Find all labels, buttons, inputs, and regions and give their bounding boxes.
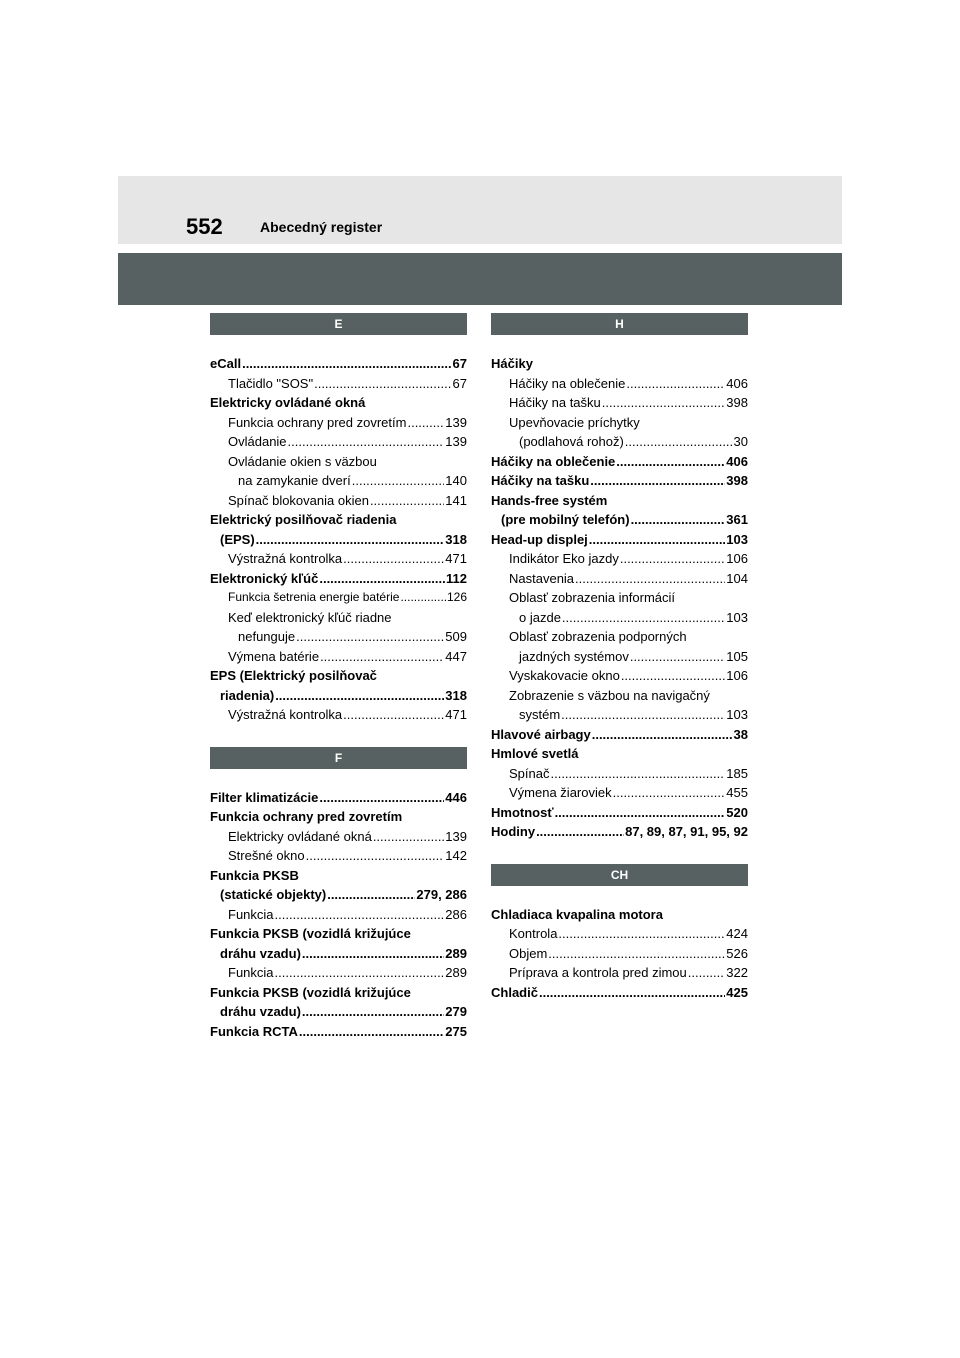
- index-entry: [491, 647, 748, 667]
- leader-dots: [343, 549, 444, 569]
- index-entry-text: (pre mobilný telefón): [501, 512, 630, 527]
- leader-dots: [256, 530, 445, 550]
- leader-dots: [592, 725, 733, 745]
- index-entry-page: 103: [726, 707, 748, 722]
- index-entry-text: Elektricky ovládané okná: [210, 395, 366, 410]
- index-entry-text: Háčiky na oblečenie: [491, 453, 616, 469]
- leader-dots: [314, 374, 451, 394]
- index-entry: [210, 471, 467, 491]
- leader-dots: [299, 1022, 444, 1042]
- index-entry-text: (statické objekty): [220, 887, 327, 902]
- index-entry-page: 104: [726, 570, 748, 586]
- leader-dots: [562, 608, 725, 628]
- index-entry-text: riadenia): [220, 687, 275, 703]
- leader-dots: [548, 944, 725, 964]
- index-entry-text: Ovládanie: [228, 434, 287, 449]
- leader-dots: [550, 764, 725, 784]
- index-entry-text: Funkcia ochrany pred zovretím: [210, 809, 403, 824]
- index-entry-text: Hmlové svetlá: [491, 746, 579, 761]
- index-entry: [491, 569, 748, 589]
- index-entry-page: 67: [452, 356, 467, 371]
- index-entry: [491, 764, 748, 784]
- leader-dots: [536, 822, 624, 842]
- section-spacer: [491, 842, 748, 864]
- index-entry-page: 30: [733, 434, 748, 449]
- index-entry: [491, 413, 748, 433]
- index-entry: [491, 686, 748, 706]
- index-entry: [491, 510, 748, 530]
- index-entry-page: 406: [726, 375, 748, 391]
- index-entry: [210, 413, 467, 433]
- index-entry-text: Spínač: [509, 765, 550, 781]
- index-entry: [210, 666, 467, 686]
- index-entry: [210, 608, 467, 628]
- leader-dots: [319, 788, 444, 808]
- leader-dots: [319, 569, 445, 589]
- index-entry: [210, 374, 467, 394]
- leader-dots: [602, 393, 726, 413]
- index-entry: [210, 588, 467, 608]
- page-number: 552: [186, 214, 223, 239]
- index-entry-text: nefunguje: [238, 629, 296, 644]
- index-entry-text: Výstražná kontrolka: [228, 707, 343, 722]
- index-entry-page: 286: [445, 906, 467, 922]
- index-column-left: [210, 313, 467, 1041]
- section-letter-header: H: [491, 313, 748, 335]
- index-entry-text: Funkcia: [228, 906, 274, 922]
- index-entry-page: 103: [726, 609, 748, 625]
- index-entry: [210, 846, 467, 866]
- index-entry-text: Háčiky na tašku: [491, 473, 590, 488]
- index-entry-page: 103: [726, 531, 748, 547]
- leader-dots: [589, 530, 726, 550]
- leader-dots: [373, 827, 444, 847]
- leader-dots: [302, 944, 444, 964]
- index-column-right: [491, 313, 748, 1002]
- leader-dots: [590, 471, 725, 491]
- index-entry-text: (EPS): [220, 531, 255, 547]
- leader-dots: [620, 549, 725, 569]
- index-entry-page: 105: [726, 648, 748, 664]
- index-entry: [210, 866, 467, 886]
- leader-dots: [296, 627, 444, 647]
- index-entry-text: Ovládanie okien s väzbou: [228, 453, 377, 469]
- leader-dots: [343, 705, 444, 725]
- leader-dots: [275, 905, 445, 925]
- index-entry-page: 87, 89, 87, 91, 95, 92: [625, 824, 748, 839]
- index-entry-page: 447: [445, 648, 467, 664]
- index-entry-page: 398: [726, 395, 748, 410]
- leader-dots: [555, 803, 726, 823]
- index-entry-text: EPS (Elektrický posilňovač: [210, 668, 377, 683]
- index-entry: [210, 963, 467, 983]
- page-title: Abecedný register: [260, 219, 383, 235]
- index-entry: [210, 452, 467, 472]
- index-entry-text: Príprava a kontrola pred zimou: [509, 965, 687, 980]
- index-entry-text: Háčiky: [491, 356, 533, 371]
- index-entry-text: dráhu vzadu): [220, 1004, 301, 1019]
- index-entry: [210, 549, 467, 569]
- leader-dots: [561, 705, 725, 725]
- index-entry-text: Funkcia RCTA: [210, 1023, 298, 1039]
- leader-dots: [626, 374, 725, 394]
- index-entry-page: 471: [445, 551, 467, 566]
- index-entry: [491, 983, 748, 1003]
- index-entry-text: Indikátor Eko jazdy: [509, 551, 619, 566]
- index-entry-page: 67: [452, 375, 467, 391]
- index-entry-text: Výstražná kontrolka: [228, 551, 343, 566]
- section-gap: [210, 335, 467, 354]
- leader-dots: [400, 588, 446, 608]
- index-entry: [210, 827, 467, 847]
- leader-dots: [575, 569, 725, 589]
- index-entry: [491, 924, 748, 944]
- index-entry-text: Chladiaca kvapalina motora: [491, 906, 663, 922]
- index-entry-text: Hands-free systém: [491, 492, 608, 508]
- index-entry: [210, 905, 467, 925]
- index-entry-page: 509: [445, 629, 467, 644]
- index-entry-text: Funkcia ochrany pred zovretím: [228, 414, 407, 430]
- index-entry-text: Tlačidlo "SOS": [228, 375, 314, 391]
- leader-dots: [320, 647, 444, 667]
- index-entry-text: Hlavové airbagy: [491, 726, 591, 742]
- index-entry-text: Hmotnosť: [491, 804, 554, 820]
- index-entry-text: o jazde: [519, 609, 561, 625]
- index-entry-text: Výmena žiaroviek: [509, 785, 612, 800]
- index-entry: [210, 788, 467, 808]
- index-entry: [210, 924, 467, 944]
- index-entry: [491, 374, 748, 394]
- index-entry: [210, 354, 467, 374]
- index-entry: [491, 725, 748, 745]
- index-entry: [491, 627, 748, 647]
- index-entry-text: Elektrický posilňovač riadenia: [210, 512, 397, 527]
- leader-dots: [242, 354, 451, 374]
- index-entry: [491, 608, 748, 628]
- index-entry-text: na zamykanie dverí: [238, 473, 351, 488]
- index-entry-page: 38: [733, 726, 748, 742]
- index-entry-text: Strešné okno: [228, 848, 305, 863]
- index-entry: [210, 491, 467, 511]
- index-entry: [491, 393, 748, 413]
- header-band: [118, 176, 842, 244]
- index-entry-text: Chladič: [491, 984, 538, 1000]
- leader-dots: [302, 1002, 444, 1022]
- index-entry: [491, 783, 748, 803]
- index-entry-text: Oblasť zobrazenia podporných: [509, 629, 687, 644]
- index-entry-page: 471: [445, 707, 467, 722]
- index-entry: [210, 807, 467, 827]
- index-entry: [491, 530, 748, 550]
- index-entry: [210, 944, 467, 964]
- index-entry-text: Funkcia PKSB (vozidlá križujúce: [210, 984, 411, 1000]
- index-entry: [210, 627, 467, 647]
- index-entry: [210, 530, 467, 550]
- index-entry: [210, 686, 467, 706]
- leader-dots: [616, 452, 725, 472]
- index-entry-page: 361: [726, 512, 748, 527]
- section-gap: [491, 335, 748, 354]
- index-entry-text: jazdných systémov: [519, 648, 629, 664]
- index-entry-page: 112: [446, 570, 467, 586]
- leader-dots: [558, 924, 725, 944]
- index-entry-page: 425: [726, 984, 748, 1000]
- index-entry-text: Spínač blokovania okien: [228, 492, 369, 508]
- index-entry: [210, 705, 467, 725]
- index-entry-text: Elektricky ovládané okná: [228, 828, 372, 844]
- leader-dots: [621, 666, 725, 686]
- index-entry: [491, 744, 748, 764]
- leader-dots: [327, 885, 415, 905]
- index-entry-text: Funkcia PKSB (vozidlá križujúce: [210, 926, 411, 941]
- index-entry-text: Háčiky na tašku: [509, 395, 601, 410]
- index-entry-page: 141: [445, 492, 467, 508]
- index-entry: [491, 452, 748, 472]
- index-entry-page: 398: [726, 473, 748, 488]
- index-entry-page: 406: [726, 453, 748, 469]
- index-entry: [491, 549, 748, 569]
- index-entry-page: 139: [445, 434, 467, 449]
- index-entry-page: 520: [726, 804, 748, 820]
- index-entry-page: 526: [726, 945, 748, 961]
- leader-dots: [275, 963, 445, 983]
- index-entry-page: 455: [726, 785, 748, 800]
- index-entry-text: Kontrola: [509, 926, 558, 941]
- index-entry: [491, 432, 748, 452]
- index-entry: [491, 905, 748, 925]
- index-entry: [210, 647, 467, 667]
- index-entry-page: 446: [445, 789, 467, 805]
- index-entry-text: Zobrazenie s väzbou na navigačný: [509, 687, 710, 703]
- section-gap: [210, 769, 467, 788]
- index-entry: [210, 510, 467, 530]
- index-entry-page: 322: [726, 965, 748, 980]
- index-entry: [491, 666, 748, 686]
- index-entry-text: eCall: [210, 356, 242, 371]
- index-entry-page: 318: [445, 531, 467, 547]
- index-entry: [491, 803, 748, 823]
- index-entry-page: 185: [726, 765, 748, 781]
- index-entry: [491, 963, 748, 983]
- section-letter-header: E: [210, 313, 467, 335]
- index-entry-text: Filter klimatizácie: [210, 789, 319, 805]
- section-letter-header: CH: [491, 864, 748, 886]
- index-entry: [210, 1002, 467, 1022]
- leader-dots: [613, 783, 726, 803]
- leader-dots: [352, 471, 445, 491]
- index-entry-text: Funkcia PKSB: [210, 867, 299, 883]
- section-letter-header: F: [210, 747, 467, 769]
- index-entry-text: (podlahová rohož): [519, 434, 624, 449]
- index-entry-text: Upevňovacie príchytky: [509, 414, 640, 430]
- index-entry-page: 140: [445, 473, 467, 488]
- index-entry-page: 106: [726, 551, 748, 566]
- index-entry-text: Hodiny: [491, 824, 536, 839]
- leader-dots: [688, 963, 726, 983]
- index-entry-text: Keď elektronický kľúč riadne: [228, 609, 392, 625]
- index-entry-text: Elektronický kľúč: [210, 570, 319, 586]
- index-entry: [491, 944, 748, 964]
- index-entry-page: 279: [445, 1004, 467, 1019]
- index-entry-page: 142: [445, 848, 467, 863]
- index-entry-text: dráhu vzadu): [220, 945, 301, 961]
- index-entry-text: Nastavenia: [509, 570, 575, 586]
- index-entry-page: 106: [726, 668, 748, 683]
- index-entry-text: Funkcia šetrenia energie batérie: [228, 590, 400, 604]
- leader-dots: [630, 647, 725, 667]
- index-entry-page: 139: [445, 828, 467, 844]
- index-entry-text: Head-up displej: [491, 531, 588, 547]
- index-entry: [210, 432, 467, 452]
- index-entry: [491, 471, 748, 491]
- index-entry: [210, 393, 467, 413]
- leader-dots: [370, 491, 444, 511]
- index-entry-page: 318: [445, 687, 467, 703]
- index-entry-page: 289: [445, 965, 467, 980]
- index-entry: [491, 705, 748, 725]
- index-entry: [491, 354, 748, 374]
- index-entry-text: Výmena batérie: [228, 648, 320, 664]
- index-entry-page: 289: [445, 945, 467, 961]
- index-entry-page: 139: [445, 414, 467, 430]
- leader-dots: [407, 413, 444, 433]
- index-entry: [210, 569, 467, 589]
- index-entry: [491, 822, 748, 842]
- leader-dots: [625, 432, 733, 452]
- section-gap: [491, 886, 748, 905]
- leader-dots: [288, 432, 445, 452]
- index-entry-text: Objem: [509, 945, 548, 961]
- index-entry-text: Funkcia: [228, 965, 274, 980]
- index-entry: [491, 491, 748, 511]
- index-entry: [210, 885, 467, 905]
- index-entry: [210, 1022, 467, 1042]
- index-entry-page: 126: [446, 590, 467, 604]
- index-entry-text: systém: [519, 707, 561, 722]
- leader-dots: [306, 846, 445, 866]
- section-spacer: [210, 725, 467, 747]
- leader-dots: [539, 983, 725, 1003]
- index-entry-text: Oblasť zobrazenia informácií: [509, 590, 676, 605]
- index-entry-page: 279, 286: [416, 887, 467, 902]
- leader-dots: [275, 686, 444, 706]
- index-entry: [210, 983, 467, 1003]
- index-entry-page: 275: [445, 1023, 467, 1039]
- index-entry-page: 424: [726, 926, 748, 941]
- leader-dots: [631, 510, 726, 530]
- index-entry: [491, 588, 748, 608]
- index-entry-text: Háčiky na oblečenie: [509, 375, 626, 391]
- header-dark-band: [118, 253, 842, 305]
- index-entry-text: Vyskakovacie okno: [509, 668, 620, 683]
